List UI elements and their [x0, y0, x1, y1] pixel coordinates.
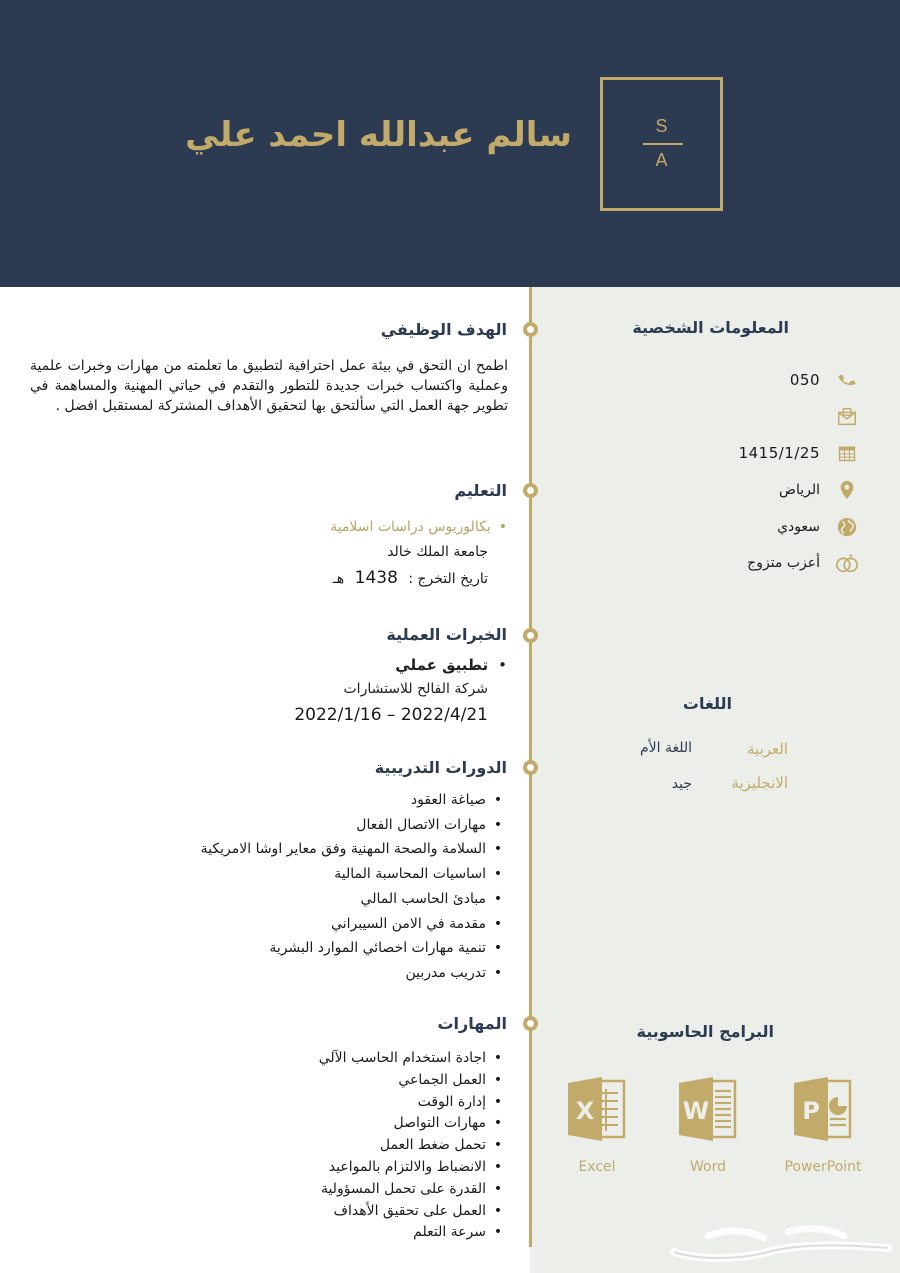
list-item: • مهارات التواصل: [319, 1113, 508, 1135]
info-marital: [747, 550, 860, 576]
phone-icon: [834, 367, 860, 393]
list-item: • صياغة العقود: [201, 788, 508, 813]
list-item: • السلامة والصحة المهنية وفق معاير اوشا الامريكية: [201, 837, 508, 862]
software-excel: [557, 1075, 637, 1175]
powerpoint-icon: [792, 1075, 854, 1143]
graduation-label: تاريخ التخرج :: [408, 571, 488, 587]
monogram-top-letter: S: [655, 116, 668, 136]
experience-title: الخبرات العملية: [386, 625, 507, 644]
info-email: [820, 404, 860, 430]
education-graduation: [333, 568, 488, 588]
experience-role: • تطبيق عملي: [395, 656, 507, 674]
email-icon: [834, 404, 860, 430]
word-letter: W: [682, 1097, 710, 1125]
monogram-box: [600, 77, 723, 211]
phone-value: 050: [789, 371, 820, 389]
software-label-excel: Excel: [578, 1159, 616, 1175]
list-item: • العمل على تحقيق الأهداف: [319, 1201, 508, 1223]
monogram-divider: [643, 143, 683, 145]
excel-icon: [566, 1075, 628, 1143]
graduation-year: 1438: [354, 568, 398, 588]
calendar-icon: [834, 440, 860, 466]
experience-dates: 2022/1/16 – 2022/4/21: [294, 705, 488, 725]
courses-list: [201, 788, 508, 986]
education-title: التعليم: [454, 481, 507, 500]
list-item: • إدارة الوقت: [319, 1092, 508, 1114]
language-name-english: الانجليزية: [731, 774, 788, 792]
objective-text: اطمح ان التحق في بيئة عمل احترافية لتطبيق ما تعلمته من مهارات وخبرات علمية وعملية واكتساب خبرات جديدة للتطور والتقدم في حياتي المهنية والمساهمة في تطوير جهة العمل التي سألتحق بها لتحقيق الأهداف المشتركة لمستقبل افضل .: [30, 358, 508, 414]
software-title: البرامج الحاسوبية: [636, 1022, 774, 1041]
candidate-name: سالم عبدالله احمد علي: [185, 115, 572, 155]
list-item: • تنمية مهارات اخصائي الموارد البشرية: [201, 936, 508, 961]
skills-list: [319, 1048, 508, 1244]
city-value: الرياض: [779, 482, 820, 498]
timeline-dot-courses: [523, 760, 538, 775]
rings-icon: [834, 550, 860, 576]
skills-title: المهارات: [437, 1014, 507, 1033]
globe-icon: [834, 514, 860, 540]
education-degree: • بكالوريوس دراسات اسلامية: [330, 519, 507, 535]
info-nationality: [777, 514, 860, 540]
watermark-logo: [668, 1218, 894, 1266]
timeline-dot-experience: [523, 628, 538, 643]
software-label-word: Word: [690, 1159, 726, 1175]
software-label-powerpoint: PowerPoint: [784, 1159, 862, 1175]
education-university: جامعة الملك خالد: [387, 544, 488, 560]
graduation-suffix: هـ: [332, 571, 345, 587]
list-item: • مبادئ الحاسب المالي: [201, 887, 508, 912]
marital-value: أعزب متزوج: [747, 555, 820, 571]
list-item: • اساسيات المحاسبة المالية: [201, 862, 508, 887]
birthdate-value: 1415/1/25: [738, 444, 820, 462]
list-item: • سرعة التعلم: [319, 1222, 508, 1244]
language-name-arabic: العربية: [747, 740, 788, 758]
objective-title: الهدف الوظيفي: [380, 320, 507, 339]
courses-title: الدورات التدريبية: [374, 758, 507, 777]
software-powerpoint: [783, 1075, 863, 1175]
info-birthdate: [739, 440, 860, 466]
language-level-arabic: اللغة الأم: [639, 740, 692, 756]
powerpoint-letter: P: [802, 1097, 820, 1125]
list-item: • اجادة استخدام الحاسب الآلي: [319, 1048, 508, 1070]
timeline-dot-skills: [523, 1016, 538, 1031]
info-phone: [790, 367, 860, 393]
timeline-dot-education: [523, 483, 538, 498]
header-banner: [0, 0, 900, 287]
list-item: • القدرة على تحمل المسؤولية: [319, 1179, 508, 1201]
monogram-bottom-letter: A: [655, 150, 668, 170]
excel-letter: X: [575, 1097, 595, 1125]
language-level-english: جيد: [671, 776, 692, 792]
nationality-value: سعودي: [777, 519, 820, 535]
list-item: • تدريب مدربين: [201, 961, 508, 986]
experience-company: شركة الفالح للاستشارات: [343, 681, 488, 697]
timeline-dot-objective: [523, 322, 538, 337]
word-icon: [677, 1075, 739, 1143]
list-item: • الانضباط والالتزام بالمواعيد: [319, 1157, 508, 1179]
personal-info-title: المعلومات الشخصية: [632, 318, 789, 337]
list-item: • تحمل ضغط العمل: [319, 1135, 508, 1157]
list-item: • مهارات الاتصال الفعال: [201, 813, 508, 838]
list-item: • مقدمة في الامن السيبراني: [201, 912, 508, 937]
languages-title: اللغات: [682, 694, 732, 713]
location-icon: [834, 477, 860, 503]
info-city: [779, 477, 860, 503]
list-item: • العمل الجماعي: [319, 1070, 508, 1092]
software-word: [668, 1075, 748, 1175]
